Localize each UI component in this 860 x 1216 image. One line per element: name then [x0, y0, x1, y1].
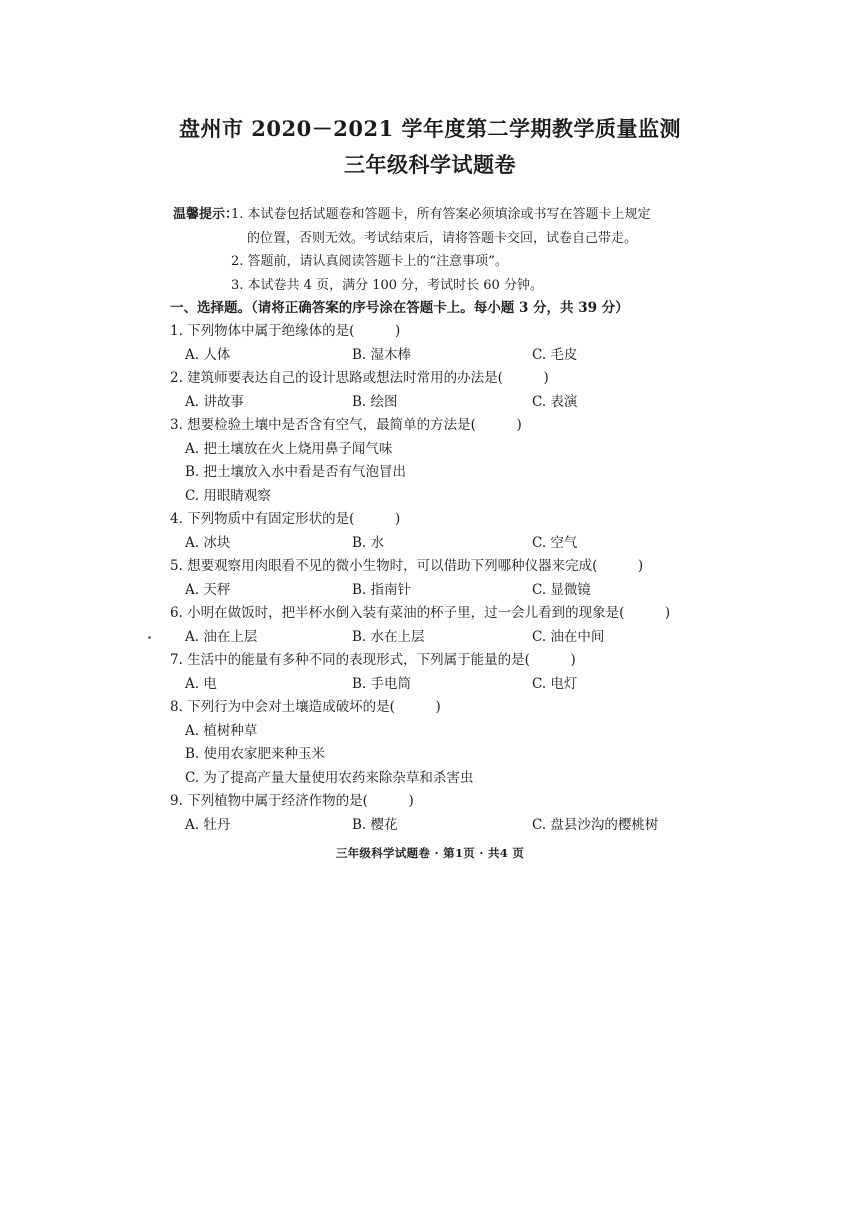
- question-2-option-c: C. 表演: [532, 393, 578, 410]
- question-1-option-c: C. 毛皮: [532, 346, 578, 363]
- question-1-option-b: B. 湿木棒: [352, 346, 412, 363]
- question-8-stem: 8. 下列行为中会对土壤造成破坏的是( ): [170, 699, 441, 715]
- question-1-options: [170, 344, 710, 368]
- question-3-option-a: A. 把土壤放在火上烧用鼻子闻气味: [185, 440, 393, 457]
- scan-speck: [148, 636, 151, 639]
- question-9-stem: 9. 下列植物中属于经济作物的是( ): [170, 793, 414, 809]
- question-9-option-a: A. 牡丹: [185, 816, 231, 833]
- question-1-stem: 1. 下列物体中属于绝缘体的是( ): [170, 323, 401, 339]
- page-footer: 三年级科学试题卷 · 第1页 · 共4 页: [335, 846, 525, 860]
- section-1-instructions: （请将正确答案的序号涂在答题卡上。每小题 3 分，共 39 分）: [251, 300, 629, 316]
- notice-row-1: [173, 203, 693, 227]
- notice-item-1-line-1: 1. 本试卷包括试题卷和答题卡，所有答案必须填涂或书写在答题卡上规定: [231, 207, 651, 222]
- question-8-option-a: A. 植树种草: [185, 722, 258, 739]
- notice-row-4: [173, 274, 693, 298]
- section-1-heading: [170, 296, 629, 316]
- question-9-option-c: C. 盘县沙沟的樱桃树: [532, 816, 659, 833]
- notice-item-1-line-2: 的位置，否则无效。考试结束后，请将答题卡交回，试卷自己带走。: [247, 230, 638, 246]
- question-8-option-c: C. 为了提高产量大量使用农药来除杂草和杀害虫: [185, 769, 474, 786]
- question-list: [170, 320, 710, 837]
- question-9-options: [170, 814, 710, 838]
- question-6-option-c: C. 油在中间: [532, 628, 605, 645]
- section-1-title: 一、选择题。: [170, 300, 251, 316]
- question-4-stem: 4. 下列物质中有固定形状的是( ): [170, 511, 401, 527]
- question-2-options: [170, 391, 710, 415]
- question-7-stem: 7. 生活中的能量有多种不同的表现形式，下列属于能量的是( ): [170, 652, 576, 668]
- question-7-option-b: B. 手电筒: [352, 675, 412, 692]
- question-1-option-a: A. 人体: [185, 346, 231, 363]
- question-5-stem: 5. 想要观察用肉眼看不见的微小生物时，可以借助下列哪种仪器来完成( ): [170, 558, 644, 574]
- exam-subtitle: 三年级科学试题卷: [344, 152, 516, 177]
- notice-block: [173, 203, 693, 297]
- question-5-option-b: B. 指南针: [352, 581, 412, 598]
- question-2-stem: 2. 建筑师要表达自己的设计思路或想法时常用的办法是( ): [170, 370, 549, 386]
- question-3-option-c: C. 用眼睛观察: [185, 487, 271, 504]
- question-2-option-b: B. 绘图: [352, 393, 398, 410]
- question-8-option-b: B. 使用农家肥来种玉米: [185, 746, 326, 762]
- notice-label: 温馨提示：: [173, 207, 239, 222]
- question-4-options: [170, 532, 710, 556]
- question-5-option-c: C. 显微镜: [532, 581, 591, 598]
- question-3-option-b: B. 把土壤放入水中看是否有气泡冒出: [185, 464, 407, 480]
- question-6-options: [170, 626, 710, 650]
- notice-item-2: 2. 答题前，请认真阅读答题卡上的“注意事项”。: [231, 254, 508, 269]
- question-4-option-a: A. 冰块: [185, 534, 231, 551]
- exam-title: 盘州市 2020－2021 学年度第二学期教学质量监测: [178, 116, 681, 141]
- question-4-option-b: B. 水: [352, 534, 385, 551]
- question-3-stem: 3. 想要检验土壤中是否含有空气，最简单的方法是( ): [170, 417, 522, 433]
- question-9-option-b: B. 樱花: [352, 816, 398, 833]
- question-6-option-a: A. 油在上层: [185, 628, 258, 645]
- notice-row-3: [173, 250, 693, 274]
- question-7-options: [170, 673, 710, 697]
- question-5-options: [170, 579, 710, 603]
- question-6-stem: 6. 小明在做饭时，把半杯水倒入装有菜油的杯子里，过一会儿看到的现象是( ): [170, 605, 671, 621]
- question-2-option-a: A. 讲故事: [185, 393, 244, 410]
- notice-row-2: [173, 227, 693, 251]
- question-7-option-c: C. 电灯: [532, 675, 578, 692]
- question-5-option-a: A. 天秤: [185, 581, 231, 598]
- notice-item-3: 3. 本试卷共 4 页，满分 100 分，考试时长 60 分钟。: [231, 277, 543, 293]
- question-4-option-c: C. 空气: [532, 534, 578, 551]
- question-7-option-a: A. 电: [185, 675, 217, 692]
- question-6-option-b: B. 水在上层: [352, 628, 425, 645]
